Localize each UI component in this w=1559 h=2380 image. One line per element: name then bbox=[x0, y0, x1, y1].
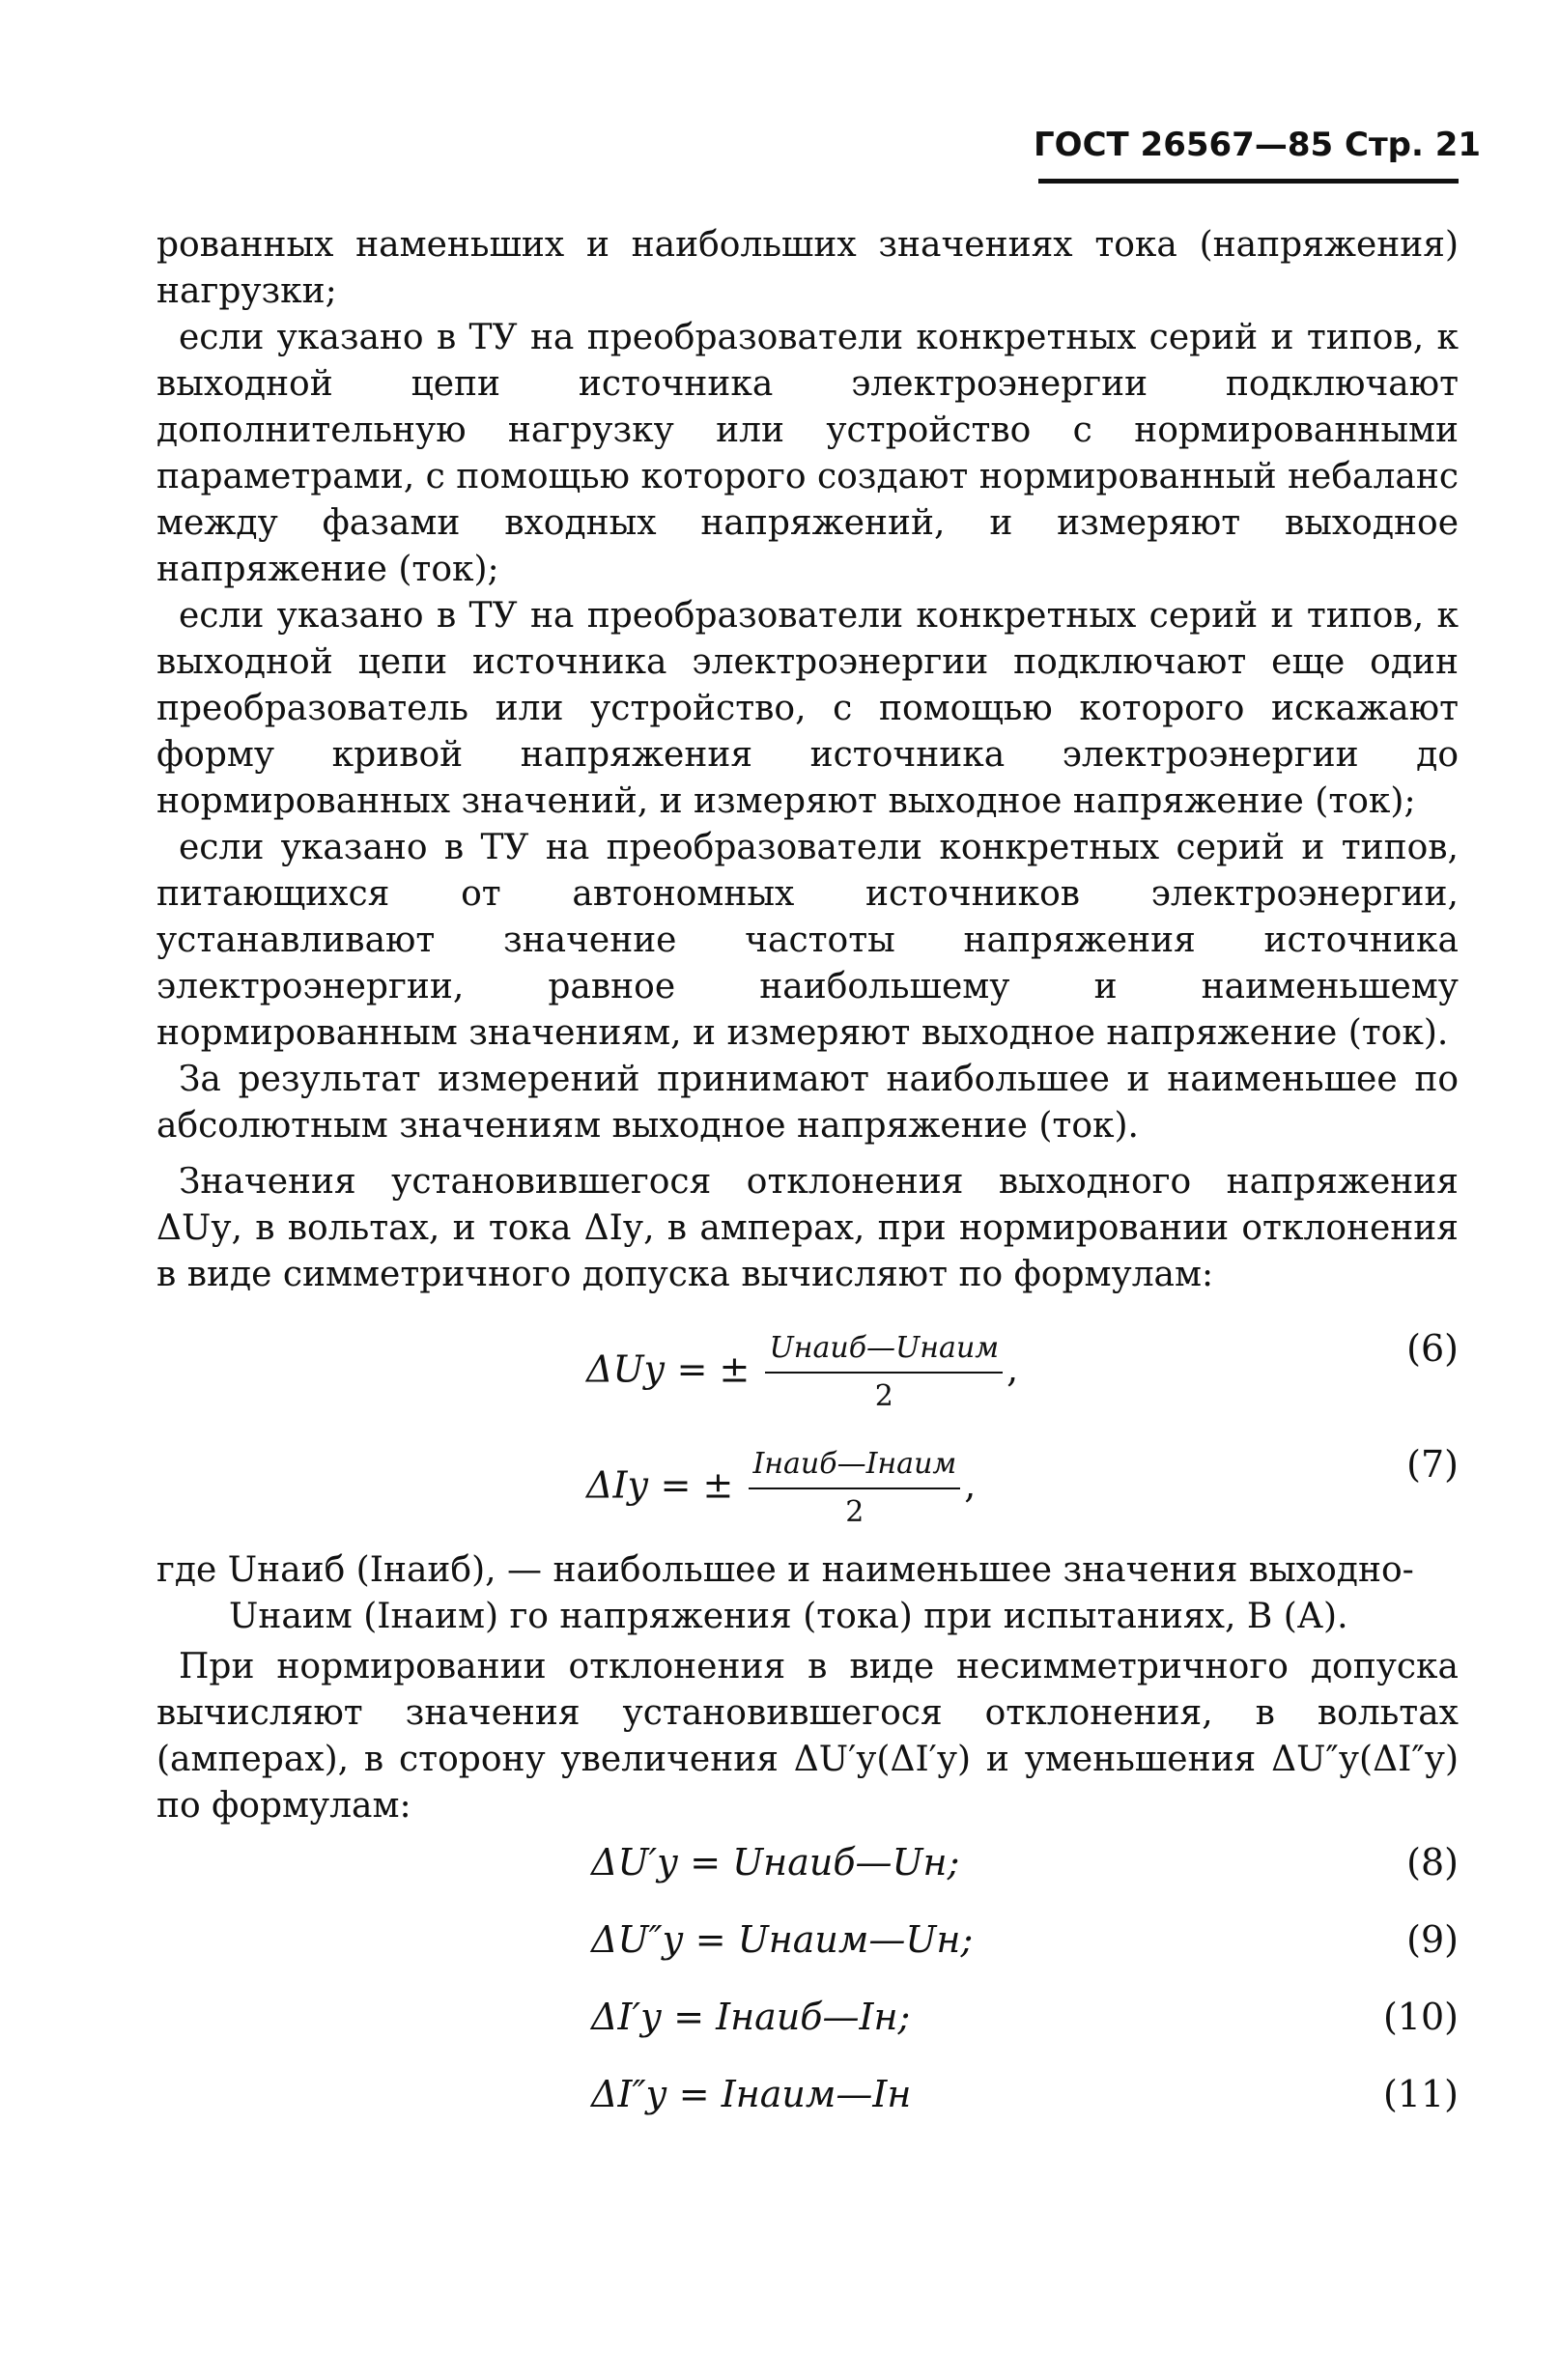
formula-7-tail: , bbox=[964, 1463, 977, 1507]
formula-7-fraction bbox=[749, 1441, 960, 1536]
formula-10 bbox=[156, 1984, 1459, 2061]
formula-10-number: (10) bbox=[1382, 1996, 1459, 2038]
paragraph-4: если указано в ТУ на преобразователи конкретных серий и типов, питающихся от автономных источников электроэнергии, устанавливают значение частоты напряжения источника электроэнергии, равное наибольшему и наименьшему нормированным значениям, и измеряют выходное напряжение (ток). bbox=[156, 828, 1459, 1053]
formula-6-fraction bbox=[765, 1325, 1003, 1420]
paragraph-6: Значения установившегося отклонения выходного напряжения ΔUу, в вольтах, и тока ΔIу, в амперах, при нормировании отклонения в виде симметричного допуска вычисляют по формулам: bbox=[156, 1162, 1459, 1294]
formula-8-number: (8) bbox=[1406, 1841, 1459, 1884]
formula-6 bbox=[156, 1298, 1459, 1414]
formula-9-expression: ΔU″у = Uнаим—Uн; bbox=[591, 1918, 974, 1961]
formula-11 bbox=[156, 2061, 1459, 2139]
formula-7-expression bbox=[586, 1441, 976, 1536]
formula-7-lhs: ΔIу = ± bbox=[586, 1463, 734, 1507]
where-line-2: Uнаим (Iнаим) го напряжения (тока) при испытаниях, В (А). bbox=[229, 1597, 1348, 1636]
formula-11-expression: ΔI″у = Iнаим—Iн bbox=[591, 2073, 912, 2115]
formula-7-number: (7) bbox=[1406, 1443, 1459, 1486]
formula-6-numerator: Uнаиб—Uнаим bbox=[765, 1325, 1003, 1374]
header-rule bbox=[1038, 179, 1459, 184]
formula-6-expression bbox=[586, 1325, 1018, 1420]
paragraph-7: При нормировании отклонения в виде несимметричного допуска вычисляют значения установившегося отклонения, в вольтах (амперах), в сторону увеличения ΔU′у(ΔI′у) и уменьшения ΔU″у(ΔI″у) по формулам: bbox=[156, 1647, 1459, 1826]
formula-10-expression: ΔI′у = Iнаиб—Iн; bbox=[591, 1996, 911, 2038]
formula-6-number: (6) bbox=[1406, 1327, 1459, 1370]
formula-6-tail: , bbox=[1006, 1347, 1019, 1391]
formula-7-denominator: 2 bbox=[845, 1495, 865, 1529]
formula-6-denominator: 2 bbox=[874, 1379, 893, 1413]
paragraph-5: За результат измерений принимают наибольшее и наименьшее по абсолютным значениям выходное напряжение (ток). bbox=[156, 1060, 1459, 1146]
where-line-1: где Uнаиб (Iнаиб), — наибольшее и наименьшее значения выходно- bbox=[156, 1550, 1414, 1590]
formula-8 bbox=[156, 1829, 1459, 1907]
formula-9-number: (9) bbox=[1406, 1918, 1459, 1961]
paragraph-3: если указано в ТУ на преобразователи конкретных серий и типов, к выходной цепи источника электроэнергии подключают еще один преобразователь или устройство, с помощью которого искажают форму кривой напряжения источника электроэнергии до нормированных значений, и измеряют выходное напряжение (ток); bbox=[156, 596, 1459, 821]
formula-11-number: (11) bbox=[1382, 2073, 1459, 2115]
formula-6-lhs: ΔUу = ± bbox=[586, 1347, 751, 1391]
where-clause bbox=[156, 1547, 1459, 1644]
formula-7 bbox=[156, 1414, 1459, 1530]
formula-9 bbox=[156, 1907, 1459, 1984]
formula-7-numerator: Iнаиб—Iнаим bbox=[749, 1441, 960, 1489]
paragraph-2: если указано в ТУ на преобразователи конкретных серий и типов, к выходной цепи источника электроэнергии подключают дополнительную нагрузку или устройство с нормированными параметрами, с помощью которого создают нормированный небаланс между фазами входных напряжений, и измеряют выходное напряжение (ток); bbox=[156, 318, 1459, 589]
formula-8-expression: ΔU′у = Uнаиб—Uн; bbox=[591, 1841, 960, 1884]
page-header: ГОСТ 26567—85 Стр. 21 bbox=[1034, 126, 1482, 164]
body-text bbox=[156, 222, 1459, 2139]
paragraph-1: рованных наменьших и наибольших значениях тока (напряжения) нагрузки; bbox=[156, 225, 1459, 311]
